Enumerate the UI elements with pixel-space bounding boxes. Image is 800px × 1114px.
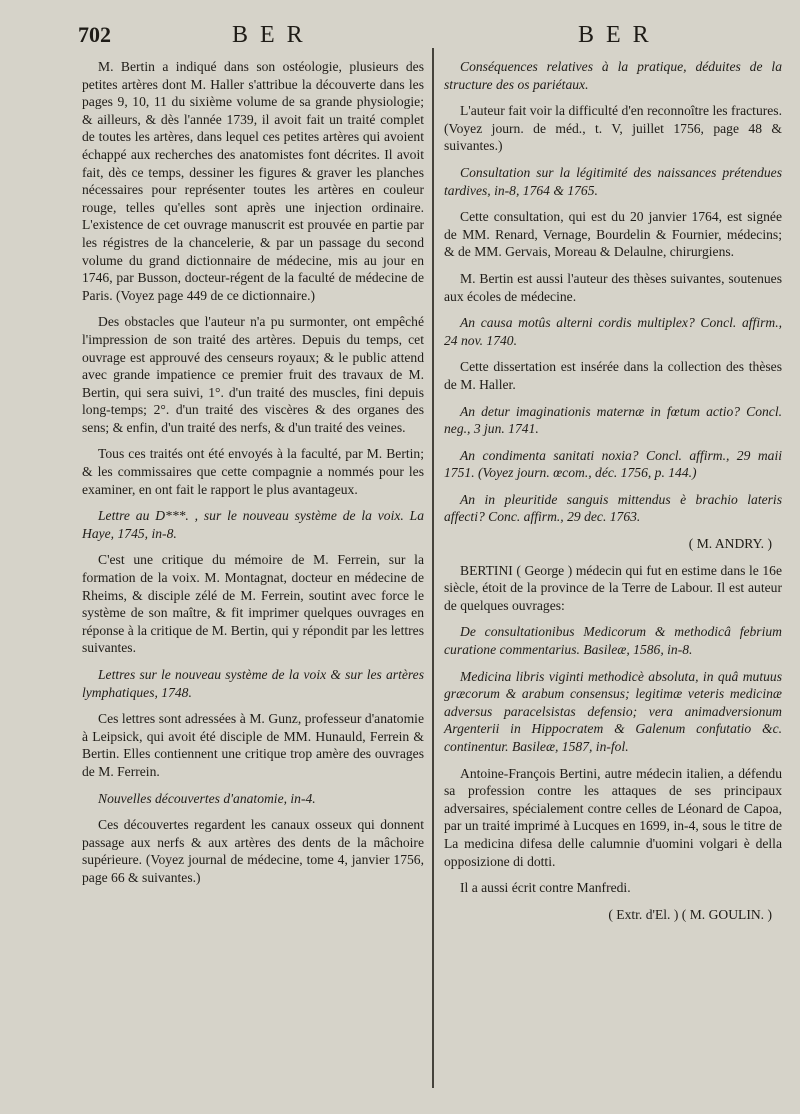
paragraph: Tous ces traités ont été envoyés à la faculté, par M. Bertin; & les commissaires que cette compagnie a nommés pour les examiner, en ont fait le rapport le plus avantageux. bbox=[82, 446, 424, 497]
paragraph: M. Bertin a indiqué dans son ostéologie, plusieurs des petites artères dont M. Haller s'attribue la découverte dans les pages 9, 10, 11 du sixième volume de sa grande physiologie; & ailleurs, & dès l'année 1739, il avoit fait un traité complet de toutes les artères, dans lequel ces petites artères qui avoient échappé aux recherches des anatomistes font décrites. Il avoit fait, dès ce temps, dessiner les figures & graver les planches nécessaires pour représenter toutes les artères en couleur rouge, telles qu'elles sont après une injection ordinaire. L'existence de cet ouvrage manuscrit est prouvée en partie par les régistres de la chancelerie, & par un passage du second volume du grand dictionnaire de médecine, mis au jour en 1746, par Busson, docteur-régent de la faculté de médecine de Paris. (Voyez page 449 de ce dictionnaire.) bbox=[82, 59, 424, 303]
running-head-left: BER bbox=[232, 22, 315, 48]
work-title: Medicina libris viginti methodicè absoluta, in quâ mutuus græcorum & arabum consensus; legitimæ veteris medicinæ adversus paracelsistas defensio; vera animadversionum Argenterii in Hippocratem & Galenum confutatio &c. continentur. Basileæ, 1587, in-fol. bbox=[444, 668, 782, 754]
author-signature: ( Extr. d'El. ) ( M. GOULIN. ) bbox=[608, 906, 772, 922]
work-title: Consultation sur la légitimité des naissances prétendues tardives, in-8, 1764 & 1765. bbox=[444, 164, 782, 198]
paragraph: Ces découvertes regardent les canaux osseux qui donnent passage aux nerfs & aux artères des dents de la mâchoire supérieure. (Voyez journal de médecine, tome 4, janvier 1756, page 66 & suivantes.) bbox=[82, 817, 424, 885]
paragraph: Cette dissertation est insérée dans la collection des thèses de M. Haller. bbox=[444, 359, 782, 392]
work-title: Nouvelles découvertes d'anatomie, in-4. bbox=[98, 790, 316, 806]
left-column bbox=[82, 58, 424, 896]
author-signature: ( M. ANDRY. ) bbox=[688, 536, 772, 552]
thesis-title: An condimenta sanitati noxia? Concl. affirm., 29 maii 1751. (Voyez journ. œcom., déc. 1756, p. 144.) bbox=[444, 447, 782, 481]
work-title: Lettre au D***. , sur le nouveau système de la voix. La Haye, 1745, in-8. bbox=[82, 508, 424, 541]
paragraph: Ces lettres sont adressées à M. Gunz, professeur d'anatomie à Leipsick, qui avoit été disciple de MM. Hunauld, Ferrein & Bertin. Elles contiennent une critique trop amère des ouvrages de M. Ferrein. bbox=[82, 711, 424, 779]
paragraph: L'auteur fait voir la difficulté d'en reconnoître les fractures. (Voyez journ. de méd., t. V, juillet 1756, page 48 & suivantes.) bbox=[444, 103, 782, 154]
running-head-right: BER bbox=[578, 22, 661, 48]
work-title: Conséquences relatives à la pratique, déduites de la structure des os pariétaux. bbox=[444, 59, 782, 92]
thesis-title: An causa motûs alterni cordis multiplex? Concl. affirm., 24 nov. 1740. bbox=[444, 315, 782, 348]
paragraph: Des obstacles que l'auteur n'a pu surmonter, ont empêché l'impression de son traité des artères. Depuis du temps, cet ouvrage est approuvé des censeurs royaux; & le public attend avec grande impatience ce premier fruit des travaux de M. Bertin, qui sera suivi, 1°. d'un traité des muscles, fini depuis long-temps; 2°. d'un traité des viscères & des organes des sens; & enfin, d'un traité des nerfs, & d'un traité des veines. bbox=[82, 314, 424, 435]
paragraph: M. Bertin est aussi l'auteur des thèses suivantes, soutenues aux écoles de médecine. bbox=[444, 270, 782, 304]
right-column bbox=[444, 58, 782, 932]
page-number: 702 bbox=[78, 22, 111, 47]
thesis-title: An in pleuritide sanguis mittendus è brachio lateris affecti? Conc. affirm., 29 dec. 1763. bbox=[444, 491, 782, 525]
work-title: De consultationibus Medicorum & methodicâ febrium curatione commentarius. Basileæ, 1586, in-8. bbox=[444, 624, 782, 658]
running-header bbox=[0, 22, 800, 52]
column-rule bbox=[432, 48, 434, 1088]
paragraph: Antoine-François Bertini, autre médecin italien, a défendu sa profession contre les attaques de ses principaux adversaires, spécialement contre celles de Léonard de Capoa, par un traité imprimé à Lucques en 1699, in-4, sous le titre de La medicina difesa delle calumnie d'uomini volgari è della opposizione di dotti. bbox=[444, 765, 782, 869]
entry-heading-paragraph: BERTINI ( George ) médecin qui fut en estime dans le 16e siècle, étoit de la province de la Terre de Labour. Il est auteur de quelques ouvrages: bbox=[444, 562, 782, 613]
paragraph: Il a aussi écrit contre Manfredi. bbox=[460, 880, 631, 896]
paragraph: Cette consultation, qui est du 20 janvier 1764, est signée de MM. Renard, Vernage, Bourdelin & Fournier, médecins; & de MM. Gervais, Moreau & Delaulne, chirurgiens. bbox=[444, 209, 782, 260]
work-title: Lettres sur le nouveau système de la voix & sur les artères lymphatiques, 1748. bbox=[82, 667, 424, 700]
thesis-title: An detur imaginationis maternæ in fœtum actio? Concl. neg., 3 jun. 1741. bbox=[444, 403, 782, 437]
paragraph: C'est une critique du mémoire de M. Ferrein, sur la formation de la voix. M. Montagnat, docteur en médecine de Rheims, & disciple zélé de M. Ferrein, soutint avec force le système de son maître, & fit imprimer quelques ouvrages en réponse à la critique de M. Bertin, qui y répondit par les lettres suivantes. bbox=[82, 552, 424, 656]
